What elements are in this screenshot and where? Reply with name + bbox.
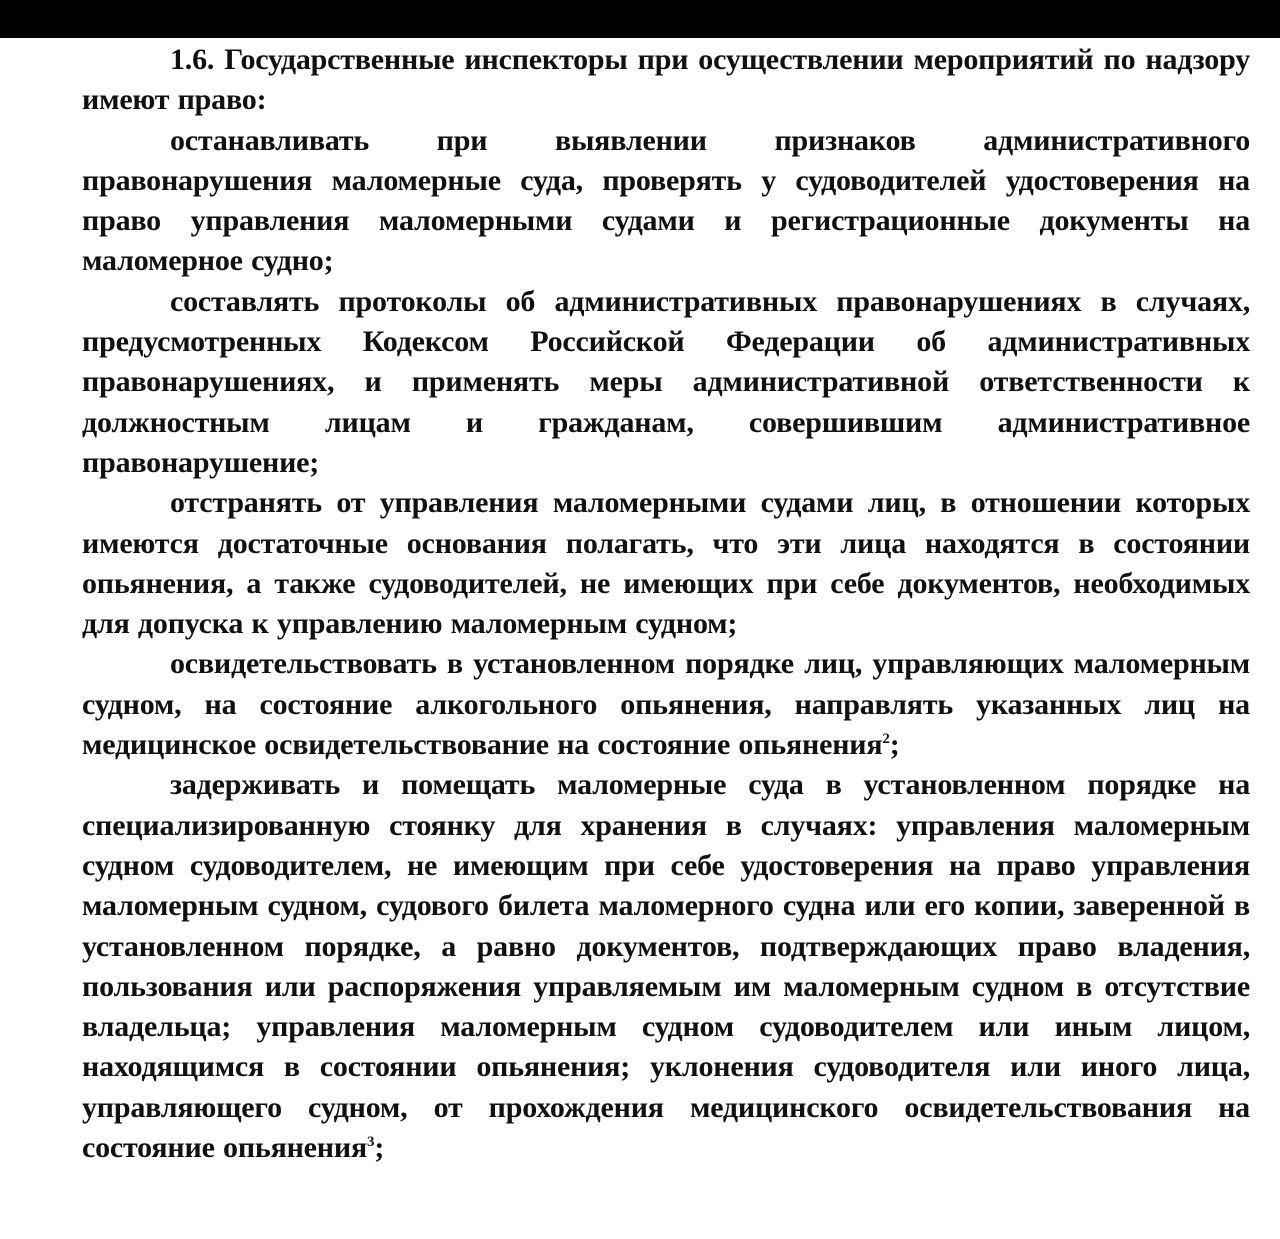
paragraph-examination xyxy=(82,644,1250,765)
paragraph-remove-drivers xyxy=(82,483,1250,644)
paragraph-text: отстранять от управления маломерными судами лиц, в отношении которых имеются достаточные основания полагать, что эти лица находятся в состоянии опьянения, а также судоводителей, не имеющих при себе документов, необходимых для допуска к управлению маломерным судном; xyxy=(82,486,1250,641)
paragraph-text: 1.6. Государственные инспекторы при осуществлении мероприятий по надзору имеют право: xyxy=(82,43,1250,117)
paragraph-detain-vessels xyxy=(82,765,1250,1168)
top-black-bar xyxy=(0,0,1280,38)
paragraph-stop-vessels xyxy=(82,121,1250,282)
paragraph-1-6 xyxy=(82,40,1250,121)
paragraph-text: задерживать и помещать маломерные суда в установленном порядке на специализированную стоянку для хранения в случаях: управления маломерным судном судоводителем, не имеющим при себе удостоверения на право управления маломерным судном, судового билета маломерного судна или его копии, заверенной в установленном порядке, а равно документов, подтверждающих право владения, пользования или распоряжения управляемым им маломерным судном в отсутствие владельца; управления маломерным судном судоводителем или иным лицом, находящимся в состоянии опьянения; уклонения судоводителя или иного лица, управляющего судном, от прохождения медицинского освидетельствования на состояние опьянения xyxy=(82,768,1250,1165)
paragraph-protocols xyxy=(82,282,1250,483)
paragraph-tail: ; xyxy=(889,728,900,762)
paragraph-tail: ; xyxy=(374,1131,385,1165)
document-page xyxy=(82,40,1250,1168)
paragraph-text: составлять протоколы об административных правонарушениях в случаях, предусмотренных Кодексом Российской Федерации об административных правонарушениях, и применять меры административной ответственности к должностным лицам и гражданам, совершившим административное правонарушение; xyxy=(82,284,1250,479)
footnote-marker: 3 xyxy=(367,1134,375,1151)
paragraph-text: останавливать при выявлении признаков административного правонарушения маломерные суда, проверять у судоводителей удостоверения на право управления маломерными судами и регистрационные документы на маломерное судно; xyxy=(82,123,1250,278)
footnote-marker: 2 xyxy=(882,731,890,748)
paragraph-text: освидетельствовать в установленном порядке лиц, управляющих маломерным судном, на состояние алкогольного опьянения, направлять указанных лиц на медицинское освидетельствование на состояние опьянения xyxy=(82,647,1250,762)
